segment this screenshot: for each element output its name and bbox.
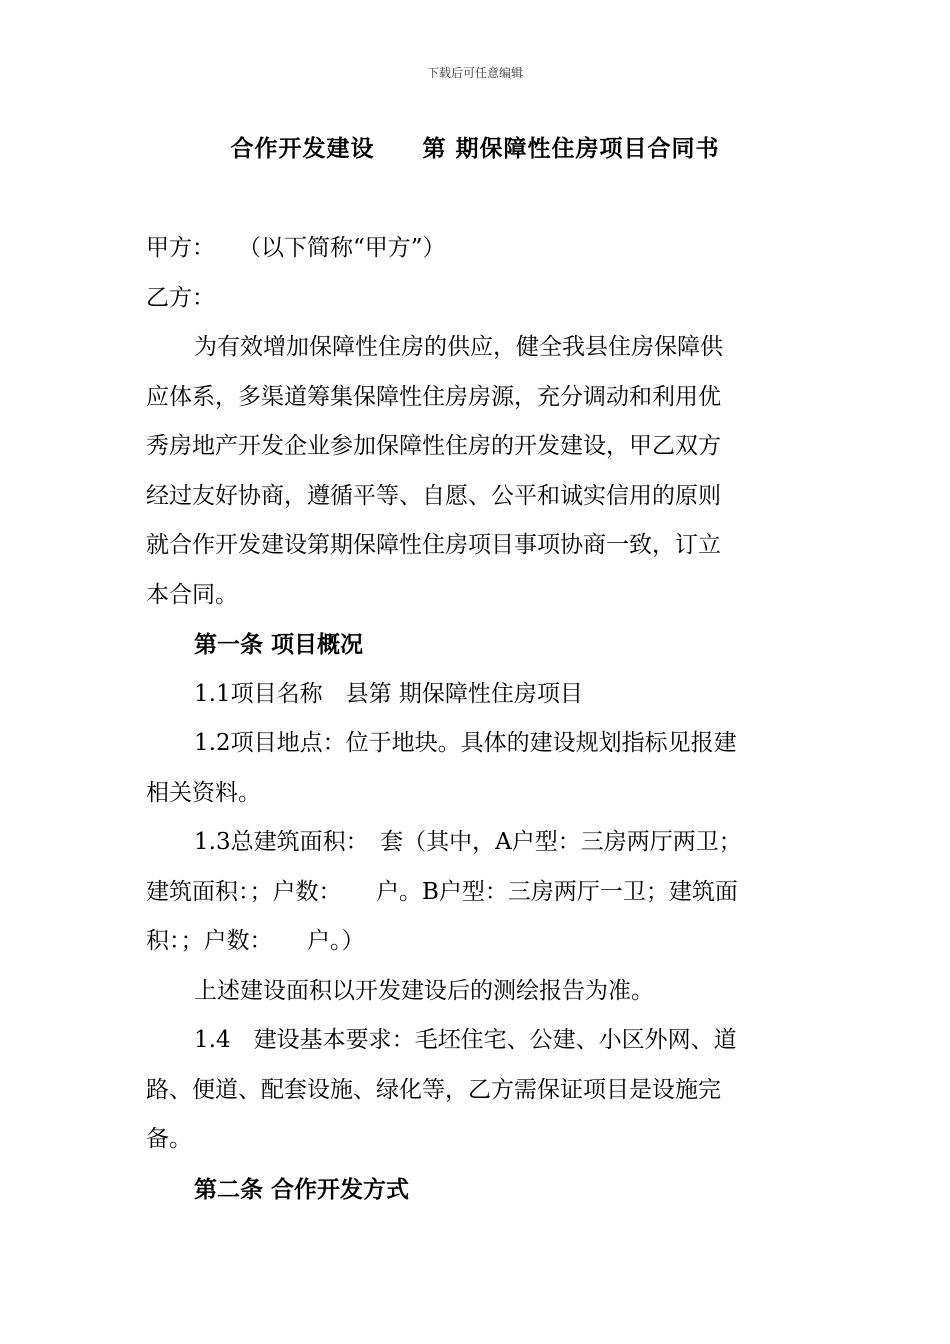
- article-2-heading: 第二条 合作开发方式: [194, 1175, 410, 1203]
- article-1-heading: 第一条 项目概况: [194, 631, 364, 658]
- item-1-1: 1.1项目名称 县第 期保障性住房项目: [194, 680, 583, 707]
- item-1-3-line: 积：；户数： 户。）: [146, 928, 365, 954]
- item-1-3-line: 建筑面积：；户数： 户。B户型：三房两厅一卫；建筑面: [146, 878, 738, 905]
- intro-line: 应体系，多渠道筹集保障性住房房源，充分调动和利用优: [146, 383, 721, 410]
- item-1-4-line: 1.4 建设基本要求：毛坯住宅、公建、小区外网、道: [194, 1027, 737, 1053]
- document-body: [146, 224, 806, 1214]
- party-b-line: 乙方：: [146, 284, 215, 311]
- item-1-3-line: 1.3总建筑面积： 套（其中，A户型：三房两厅两卫；: [194, 829, 742, 855]
- item-1-4-line: 备。: [146, 1126, 192, 1152]
- area-note: 上述建设面积以开发建设后的测绘报告为准。: [194, 977, 654, 1004]
- intro-line: 秀房地产开发企业参加保障性住房的开发建设，甲乙双方: [146, 433, 721, 459]
- item-1-4-line: 路、便道、配套设施、绿化等，乙方需保证项目是设施完: [146, 1076, 721, 1103]
- intro-line: 经过友好协商，遵循平等、自愿、公平和诚实信用的原则: [146, 482, 721, 509]
- document-title: 合作开发建设 第 期保障性住房项目合同书: [230, 135, 720, 162]
- intro-line: 为有效增加保障性住房的供应，健全我县住房保障供: [194, 334, 723, 360]
- item-1-2-line: 1.2项目地点：位于地块。具体的建设规划指标见报建: [194, 730, 737, 756]
- intro-line: 就合作开发建设第期保障性住房项目事项协商一致，订立: [146, 532, 721, 558]
- party-a-line: 甲方： （以下简称“甲方”）: [146, 235, 446, 261]
- intro-line: 本合同。: [146, 581, 238, 608]
- header-note: 下载后可任意编辑: [426, 66, 523, 80]
- item-1-2-line: 相关资料。: [146, 779, 261, 806]
